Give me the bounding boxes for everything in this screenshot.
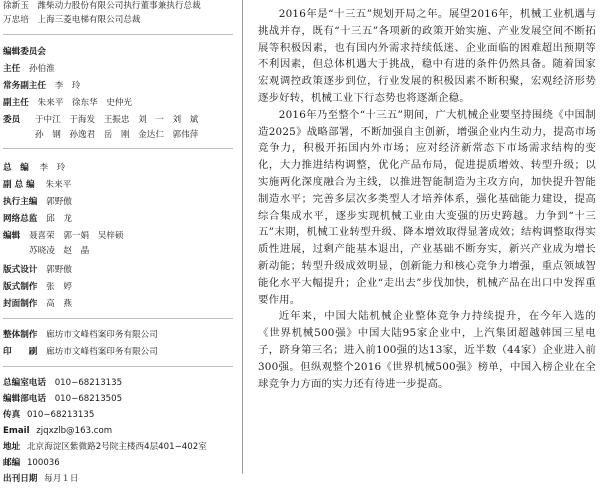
- members-names: 孙 钢 孙逸君 岳 刚 金达仁 郭伟萍: [35, 130, 199, 140]
- members-row: [3, 114, 198, 126]
- dept-phone-value: 010−68213505: [54, 394, 123, 404]
- editor-phone-label: 总编室电话: [3, 378, 46, 388]
- article-body: [258, 6, 596, 392]
- chief-editor-name: 李 玲: [39, 163, 66, 173]
- email-row: [3, 425, 112, 437]
- members-label: 委员: [3, 115, 21, 125]
- masthead-column: [3, 0, 239, 496]
- postcode-value: 100036: [26, 458, 60, 468]
- editors-names: 苏晓凌 赵 晶: [29, 246, 90, 256]
- fax-label: 传真: [3, 410, 21, 420]
- exec-editor-name: 郭野傲: [46, 197, 72, 207]
- exec-deputy-row: [3, 80, 81, 92]
- cover-prod-name: 高 燕: [46, 299, 72, 309]
- board-line: 万忠培 上海三菱电梯有限公司总裁: [3, 15, 141, 25]
- dept-phone-label: 编辑部电话: [3, 394, 46, 404]
- deputy-names: 朱来平 徐东华 史仲光: [37, 98, 133, 108]
- pubdate-row: [3, 473, 79, 485]
- separator: [3, 148, 233, 149]
- fax-value: 010−68213135: [26, 410, 95, 420]
- article-paragraph: 近年来，中国大陆机械企业整体竞争力持续提升，在今年入选的《世界机械500强》中国大陆95家企业中，上汽集团超越韩国三星电子，跻身第三名；进入前100强的达13家，近半数（44家）企业进入前300强。但纵观整个2016《世界机械500强》榜单，中国入榜企业在全球竞争力方面的实力还有待进一步提高。: [258, 310, 596, 390]
- editors-names: 聂喜荣 郭一娟 吴梓硕: [28, 231, 124, 241]
- exec-deputy-label: 常务副主任: [3, 81, 46, 91]
- article-paragraph: 2016年是“十三五”规划开局之年。展望2016年，机械工业机遇与挑战并存，既有“十三五”各项新的政策开始实施、产业发展空间不断拓展等积极因素，也有国内外需求持续低迷、企业面临的困难超出预期等不利因素，但总体机遇大于挑战，稳中有进的条件仍然具备。随着国家宏观调控政策逐步到位，行业发展的积极因素不断积聚，宏观经济形势逐步好转，机械工业下行态势也将逐渐企稳。: [258, 8, 596, 104]
- director-name: 孙伯淮: [28, 64, 55, 74]
- exec-editor-row: [3, 196, 72, 208]
- deputy-chief-label: 副 总 编: [3, 180, 35, 190]
- pubdate-label: 出刊日期: [3, 474, 38, 484]
- printer-name: 廊坊市文峰档案印务有限公司: [46, 347, 158, 357]
- article-paragraph: 2016年乃至整个“十三五”期间，广大机械企业要坚持围绕《中国制造2025》战略部署，不断加强自主创新，增强企业内生动力，提高市场竞争力，积极开拓国内外市场；应对经济新常态下市场需求结构的变化，大力推进结构调整，优化产品布局，促进提质增效、转型升级；以实施两化深度融合为主线，以推进智能制造为主攻方向，加快提升智能制造水平；完善多层次多类型人才培养体系，强化基础能力建设，提高综合集成水平，逐步实现机械工业由大变强的历史跨越。力争到“十三五”末期，机械工业转型升级、降本增效取得显著成效；结构调整取得实质性进展，过剩产能基本退出，产业基础不断夯实，新兴产业成为增长新动能；转型升级成效明显，创新能力和核心竞争力增强，重点领域智能化水平大幅提升；企业“走出去”步伐加快，机械产品在出口中发挥重要作用。: [258, 108, 596, 306]
- cover-prod-row: [3, 298, 72, 310]
- layout-design-row: [3, 264, 72, 276]
- address-label: 地址: [3, 442, 21, 452]
- overall-prod-name: 廊坊市文峰档案印务有限公司: [46, 330, 158, 340]
- postcode-row: [3, 457, 60, 469]
- address-row: [3, 441, 207, 453]
- layout-prod-row: [3, 281, 72, 293]
- chief-editor-label: 总 编: [3, 163, 29, 173]
- director-label: 主任: [3, 64, 21, 74]
- deputy-label: 副主任: [3, 98, 29, 108]
- separator: [3, 34, 233, 35]
- email-label: Email: [3, 426, 30, 436]
- layout-design-label: 版式设计: [3, 265, 38, 275]
- column-divider: [242, 0, 243, 474]
- deputy-chief-row: [3, 179, 71, 191]
- layout-design-name: 郭野傲: [46, 265, 72, 275]
- network-row: [3, 213, 72, 225]
- exec-editor-label: 执行主编: [3, 197, 38, 207]
- pubdate-value: 每月１日: [44, 474, 79, 484]
- overall-prod-row: [3, 329, 158, 341]
- printer-label: 印 刷: [3, 347, 38, 357]
- email-value: zjqxzlb@163.com: [36, 426, 113, 436]
- network-label: 网络总监: [3, 214, 38, 224]
- deputy-row: [3, 97, 132, 109]
- postcode-label: 邮编: [3, 458, 21, 468]
- exec-deputy-name: 李 玲: [54, 81, 81, 91]
- separator: [3, 366, 233, 367]
- separator: [3, 318, 233, 319]
- fax-row: [3, 409, 94, 421]
- layout-prod-name: 张 婷: [46, 282, 72, 292]
- deputy-chief-name: 朱来平: [45, 180, 72, 190]
- dept-phone-row: [3, 393, 122, 405]
- cover-prod-label: 封面制作: [3, 299, 38, 309]
- board-line: 徐新玉 潍柴动力股份有限公司执行董事兼执行总裁: [3, 1, 201, 11]
- members-names: 于中江 于海发 王振忠 刘 一 刘 斌: [34, 115, 199, 125]
- director-row: [3, 63, 55, 75]
- editors-label: 编辑: [3, 231, 21, 241]
- chief-editor-row: [3, 162, 65, 174]
- printer-row: [3, 346, 158, 358]
- editor-phone-row: [3, 377, 122, 389]
- network-name: 邱 龙: [46, 214, 72, 224]
- editor-phone-value: 010−68213135: [54, 378, 123, 388]
- editors-row: [3, 230, 123, 242]
- address-value: 北京海淀区紫微路2号院主楼西4层401−402室: [26, 442, 207, 452]
- editorial-board-heading: 编辑委员会: [3, 47, 46, 57]
- layout-prod-label: 版式制作: [3, 282, 38, 292]
- overall-prod-label: 整体制作: [3, 330, 38, 340]
